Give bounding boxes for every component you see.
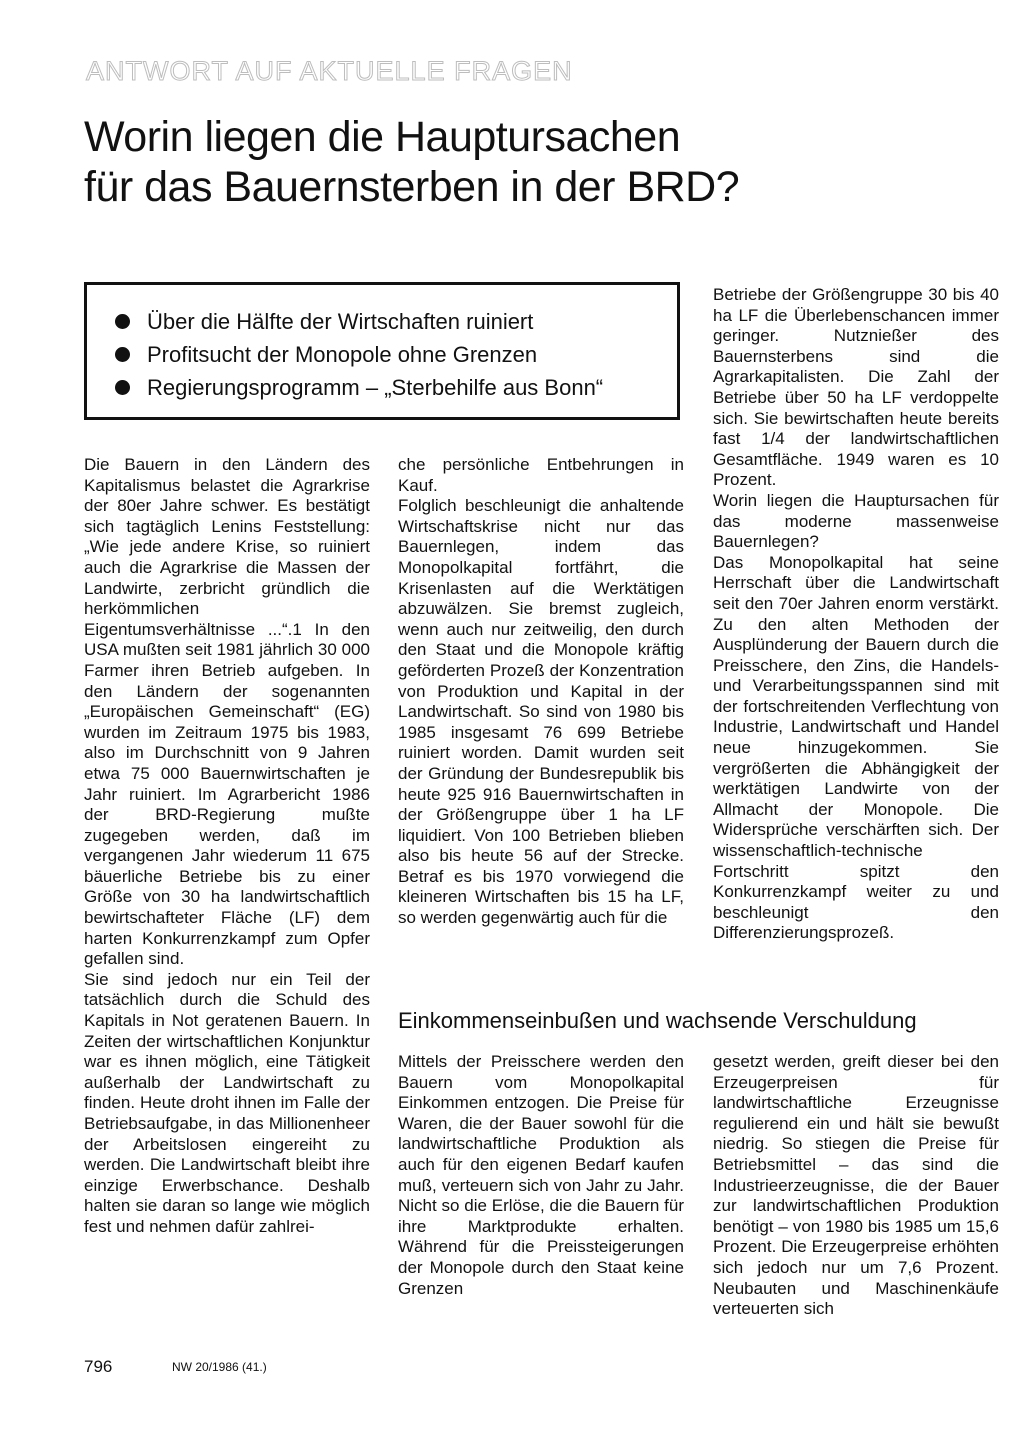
summary-item bbox=[115, 338, 677, 371]
bullet-icon bbox=[115, 380, 130, 395]
paragraph: che persönliche Entbehrungen in Kauf. bbox=[398, 455, 684, 495]
paragraph: Die Bauern in den Ländern des Kapitalismus belastet die Agrarkrise der 80er Jahre schwer. Es bestätigt sich tagtäglich Lenins Feststellung: „Wie jede andere Krise, so ruiniert auch die Agrarkrise die Massen der Landwirte, zerbricht gründlich die herkömmlichen Eigentumsverhältnisse ...“.1 In den USA mußten seit 1981 jährlich 30 000 Farmer ihren Betrieb aufgeben. In den Ländern der sogenannten „Europäischen Gemeinschaft“ (EG) wurden im Zeitraum 1975 bis 1983, also im Durchschnitt von 9 Jahren etwa 75 000 Bauernwirtschaften je Jahr ruiniert. Im Agrarbericht 1986 der BRD-Regierung mußte zugegeben werden, daß im vergangenen Jahr wiederum 11 675 bäuerliche Betriebe bis zu einer Größe von 30 ha landwirtschaftlich bewirtschafteter Fläche (LF) dem harten Konkurrenzkampf zum Opfer gefallen sind. bbox=[84, 455, 370, 969]
paragraph: Sie sind jedoch nur ein Teil der tatsächlich durch die Schuld des Kapitals in Not geratenen Bauern. In Zeiten der wirtschaftlichen Konjunktur war es ihnen möglich, eine Tätigkeit außerhalb der Landwirtschaft zu finden. Heute droht ihnen im Falle der Betriebsaufgabe, in das Millionenheer der Arbeitslosen eingereiht zu werden. Die Landwirtschaft bleibt ihre einzige Erwerbschance. Deshalb halten sie daran so lange wie möglich fest und nehmen dafür zahlrei- bbox=[84, 969, 370, 1236]
issue-reference: NW 20/1986 (41.) bbox=[172, 1360, 267, 1374]
paragraph: gesetzt werden, greift dieser bei den Erzeugerpreisen für landwirtschaftliche Erzeugnisse regulierend ein und hält sie bewußt niedrig. So stiegen die Preise für Betriebsmittel – das sind die Industrieerzeugnisse, die der Bauer zur landwirtschaftlichen Produktion benötigt – von 1980 bis 1985 um 15,6 Prozent. Die Erzeugerpreise erhöhten sich jedoch nur um 7,6 Prozent. Neubauten und Maschinenkäufe verteuerten sich bbox=[713, 1052, 999, 1319]
column-2 bbox=[398, 455, 684, 929]
column-1 bbox=[84, 455, 370, 1238]
summary-item-text: Profitsucht der Monopole ohne Grenzen bbox=[147, 342, 538, 367]
column-3 bbox=[713, 285, 999, 944]
bullet-icon bbox=[115, 347, 130, 362]
summary-item-text: Über die Hälfte der Wirtschaften ruiniert bbox=[147, 309, 534, 334]
lower-column-3 bbox=[713, 1052, 999, 1320]
page-title bbox=[84, 112, 944, 212]
paragraph: Das Monopolkapital hat seine Herrschaft über die Landwirtschaft seit den 70er Jahren enorm verstärkt. Zu den alten Methoden der Ausplünderung der Bauern durch die Preisschere, den Zins, die Handels- und Verarbeitungsspannen sind mit der fortschreitenden Verflechtung von Industrie, Landwirtschaft und Handel neue hinzugekommen. Sie vergrößerten die Abhängigkeit der werktätigen Landwirte von der Allmacht der Monopole. Die Widersprüche verschärften sich. Der wissenschaftlich-technische Fortschritt spitzt den Konkurrenzkampf weiter zu und beschleunigt den Differenzierungsprozeß. bbox=[713, 552, 999, 943]
summary-item bbox=[115, 305, 677, 338]
paragraph: Mittels der Preisschere werden den Bauern vom Monopolkapital Einkommen entzogen. Die Preise für Waren, die der Bauer sowohl für die landwirtschaftliche Produktion als auch für den eigenen Bedarf kaufen muß, verteuern sich von Jahr zu Jahr. Nicht so die Erlöse, die die Bauern für ihre Marktprodukte erhalten. Während für die Preissteigerungen der Monopole durch den Staat keine Grenzen bbox=[398, 1052, 684, 1298]
bullet-icon bbox=[115, 314, 130, 329]
title-line-1: Worin liegen die Hauptursachen bbox=[84, 113, 681, 161]
summary-list bbox=[115, 305, 677, 404]
section-kicker: ANTWORT AUF AKTUELLE FRAGEN bbox=[86, 56, 573, 86]
summary-box bbox=[84, 282, 680, 420]
summary-item-text: Regierungsprogramm – „Sterbehilfe aus Bonn“ bbox=[147, 375, 604, 400]
paragraph: Worin liegen die Hauptursachen für das moderne massenweise Bauernlegen? bbox=[713, 490, 999, 552]
paragraph: Folglich beschleunigt die anhaltende Wirtschaftskrise nicht nur das Bauernlegen, indem das Monopolkapital fortfährt, die Krisenlasten auf die Werktätigen abzuwälzen. Sie bremst zugleich, wenn auch nur zeitweilig, den durch den Staat und die Monopole kräftig geförderten Prozeß der Konzentration von Produktion und Kapital in der Landwirtschaft. So sind von 1980 bis 1985 insgesamt 76 699 Betriebe ruiniert worden. Damit wurden seit der Gründung der Bundesrepublik bis heute 925 916 Bauernwirtschaften in der Größengruppe über 1 ha LF liquidiert. Von 100 Betrieben blieben also bis heute 56 auf der Strecke. Betraf es bis 1970 vorwiegend die kleineren Wirtschaften bis 15 ha LF, so werden gegenwärtig auch für die bbox=[398, 496, 684, 928]
summary-item bbox=[115, 371, 677, 404]
paragraph: Betriebe der Größengruppe 30 bis 40 ha LF die Überlebenschancen immer geringer. Nutznießer des Bauernsterbens sind die Agrarkapitalisten. Die Zahl der Betriebe über 50 ha LF verdoppelte sich. Sie bewirtschaften heute bereits fast 1/4 der landwirtschaftlichen Gesamtfläche. 1949 waren es 10 Prozent. bbox=[713, 285, 999, 490]
title-line-2: für das Bauernsterben in der BRD? bbox=[84, 163, 740, 211]
section-subheading: Einkommenseinbußen und wachsende Verschuldung bbox=[398, 1008, 917, 1033]
page-number: 796 bbox=[84, 1357, 113, 1376]
lower-column-2 bbox=[398, 1052, 684, 1299]
